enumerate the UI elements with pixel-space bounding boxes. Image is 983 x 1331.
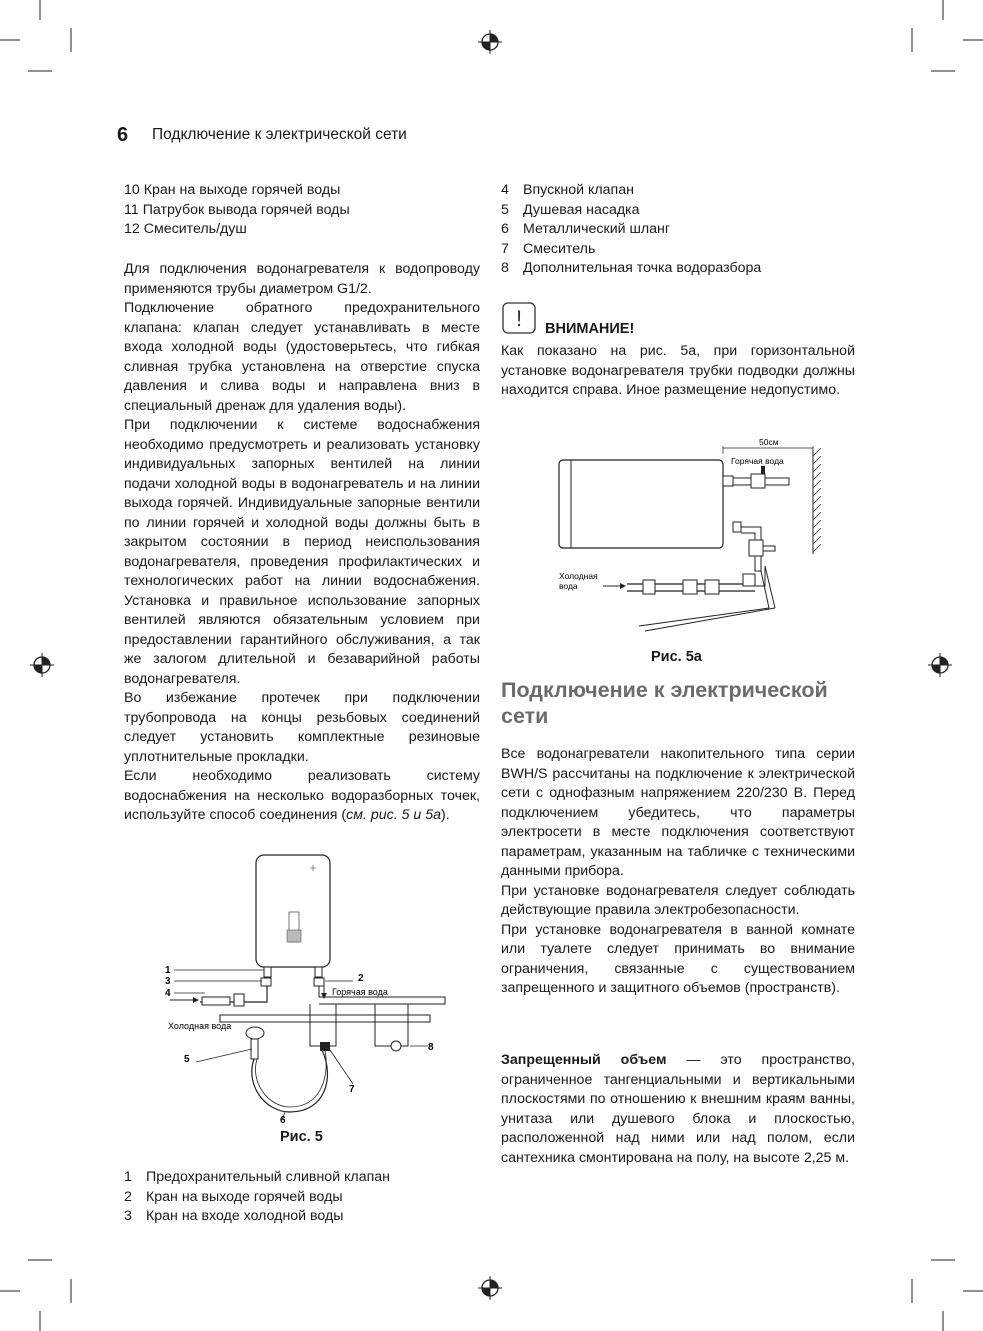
figure-5a-diagram: [555, 436, 835, 636]
list-item: 4 Впускной клапан: [501, 182, 634, 198]
header-title: Подключение к электрической сети: [152, 126, 407, 143]
forbidden-volume-text: [501, 1051, 855, 1168]
fig5a-cold-water-2: вода: [559, 581, 578, 591]
paragraph: При подключении к системе водоснабжения необходимо предусмотреть и реализовать установку индивидуальных запорных вентилей на линии подачи холодной воды в водонагреватель и на линии выхода горячей. Индивидуальные запорные вентили по линии горячей и холодной воды должны быть в закрытом состоянии в период неиспользования водонагревателя, проведения профилактических и технологических работ на линии водоснабжения. Установка и правильное использование запорных вентилей являются обязательным условием при предоставлении гарантийного обслуживания, а так же залогом длительной и безаварийной работы водонагревателя.: [124, 417, 480, 687]
fig5-label-5: 5: [184, 1054, 190, 1065]
paragraph: Запрещенный объем — это пространство, ограниченное тангенциальными и вертикальными плоскостями по отношению к внешним краям ванны, унитаза или душевого блока и плоскостью, расположенной над ними или над полом, если сантехника смонтирована на полу, на высоте 2,25 м.: [501, 1052, 855, 1166]
list-item: 12 Смеситель/душ: [124, 221, 247, 237]
list-item: 8 Дополнительная точка водоразбора: [501, 260, 762, 276]
section-heading: Подключение к электрической сети: [501, 678, 828, 728]
figure-5a-caption: Рис. 5а: [651, 649, 702, 665]
left-top-list: [124, 181, 480, 240]
fig5-hot-water: Горячая вода: [332, 987, 388, 997]
list-item: 2 Кран на выходе горячей воды: [124, 1188, 343, 1205]
fig5-label-2: 2: [358, 973, 364, 984]
right-body-text: [501, 745, 855, 999]
fig5a-hot-water: Горячая вода: [731, 456, 784, 466]
figure-5-diagram: [160, 850, 460, 1125]
warning-text: Как показано на рис. 5а, при горизонтальной установке водонагревателя трубки подводки должны находится справа. Иное размещение недопустимо.: [501, 343, 855, 398]
list-item: 3 Кран на входе холодной воды: [124, 1208, 344, 1224]
fig5-label-6: 6: [280, 1115, 286, 1125]
list-item: 10 Кран на выходе горячей воды: [124, 182, 341, 198]
warning-icon: [502, 302, 536, 334]
paragraph: При установке водонагревателя следует соблюдать действующие правила электробезопасности.: [501, 882, 855, 918]
registration-mark-left: [30, 653, 54, 677]
paragraph: Для подключения водонагревателя к водопроводу применяются трубы диаметром G1/2.: [124, 261, 480, 297]
registration-mark-bottom: [478, 1276, 502, 1300]
list-item: 5 Душевая насадка: [501, 201, 640, 218]
figure-5-caption: Рис. 5: [280, 1129, 323, 1145]
paragraph: При установке водонагревателя в ванной комнате или туалете следует принимать во внимание ограничения, связанные с существованием запрещенного и защитного объемов (пространств).: [501, 921, 855, 996]
left-body-text: [124, 260, 480, 826]
fig5-cold-water: Холодная вода: [168, 1021, 232, 1031]
registration-mark-top: [478, 30, 502, 54]
svg-text:!: !: [515, 306, 523, 331]
warning-title: ВНИМАНИЕ!: [545, 321, 635, 337]
list-item: 6 Металлический шланг: [501, 221, 671, 237]
paragraph: Во избежание протечек при подключении трубопровода на концы резьбовых соединений следует установить комплектные резиновые уплотнительные прокладки.: [124, 690, 480, 765]
paragraph: Все водонагреватели накопительного типа серии BWH/S рассчитаны на подключение к электрической сети с однофазным напряжением 220/230 В. Перед подключением убедитесь, что параметры электросети в месте подключения соответствуют параметрам, указанным на табличке с техническими данными прибора.: [501, 746, 855, 879]
paragraph: Если необходимо реализовать систему водоснабжения на несколько водоразборных точек, используйте способ соединения (см. рис. 5 и 5а).: [124, 768, 480, 823]
paragraph: Подключение обратного предохранительного клапана: клапан следует устанавливать в месте входа холодной воды (удостоверьтесь, что гибкая сливная трубка установлена на отверстие спуска давления и слива воды и направлена вниз в специальный дренаж для удаления воды).: [124, 300, 480, 414]
left-bottom-list: [124, 1168, 480, 1227]
fig5-label-3: 3: [165, 976, 171, 987]
fig5-label-8: 8: [428, 1042, 434, 1053]
list-item: 1 Предохранительный сливной клапан: [124, 1169, 391, 1185]
fig5-label-7: 7: [349, 1084, 355, 1095]
warning-text-block: [501, 342, 855, 401]
page-number: 6: [117, 124, 129, 146]
fig5-label-4: 4: [165, 988, 171, 999]
registration-mark-right: [928, 653, 952, 677]
forbidden-term: Запрещенный объем: [501, 1052, 667, 1068]
right-top-list: [501, 181, 855, 279]
list-item: 11 Патрубок вывода горячей воды: [124, 201, 350, 218]
fig5a-cold-water-1: Холодная: [559, 571, 598, 581]
figure-reference: см. рис. 5 и 5а: [346, 807, 442, 823]
fig5-label-1: 1: [165, 965, 171, 976]
list-item: 7 Смеситель: [501, 240, 596, 257]
fig5a-distance: 50см: [759, 437, 779, 447]
